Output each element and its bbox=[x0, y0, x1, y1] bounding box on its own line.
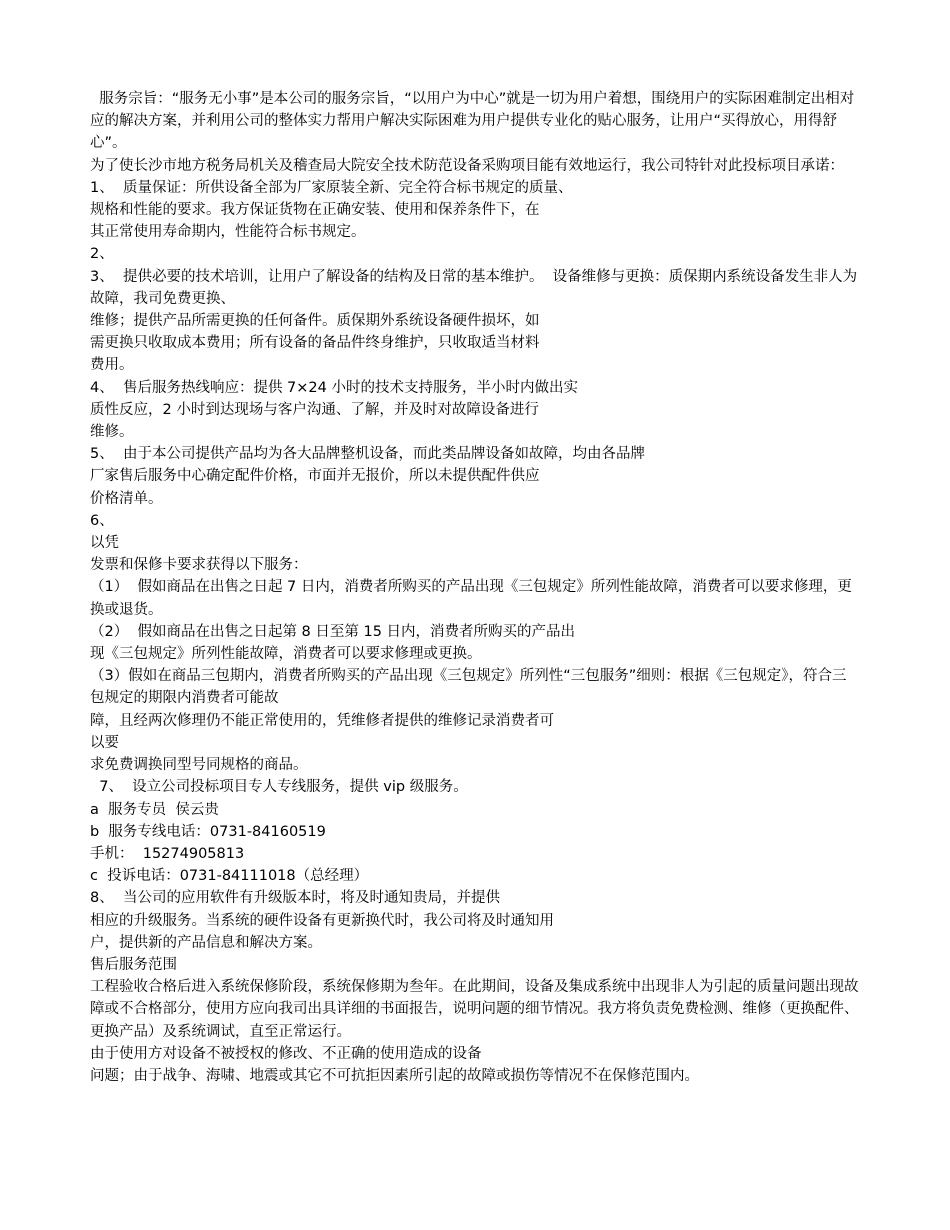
text-line: 规格和性能的要求。我方保证货物在正确安装、使用和保养条件下，在 bbox=[90, 202, 540, 219]
text-line: 需更换只收取成本费用；所有设备的备品件终身维护，只收取适当材料 bbox=[90, 335, 540, 352]
text-line: 费用。 bbox=[90, 357, 134, 374]
text-line: 障，且经两次修理仍不能正常使用的，凭维修者提供的维修记录消费者可 bbox=[90, 712, 554, 729]
paragraph-service-purpose: 服务宗旨：“服务无小事”是本公司的服务宗旨，“以用户为中心”就是一切为用户着想，围绕用户的实际困难制定出相对应的解决方案，并利用公司的整体实力帮用户解决实际困难为用户提供专业化的贴心服务，让用户“买得放心，用得舒心”。 bbox=[90, 91, 855, 152]
text-line: 以凭 bbox=[90, 535, 119, 552]
text-line: 以要 bbox=[90, 734, 119, 751]
text-line: 质性反应，2 小时到达现场与客户沟通、了解，并及时对故障设备进行 bbox=[90, 401, 539, 418]
item-2-marker: 2、 bbox=[90, 246, 114, 263]
item-6-marker: 6、 bbox=[90, 512, 114, 529]
text-line: 发票和保修卡要求获得以下服务： bbox=[90, 557, 308, 574]
item-1-quality-guarantee: 1、 质量保证：所供设备全部为厂家原装全新、完全符合标书规定的质量、 bbox=[90, 179, 573, 196]
text-line: 维修。 bbox=[90, 424, 134, 441]
subitem-2-exchange-policy: （2） 假如商品在出售之日起第 8 日至第 15 日内，消费者所购买的产品出 bbox=[90, 623, 576, 640]
contact-service-specialist: a 服务专员 侯云贵 bbox=[90, 801, 219, 818]
item-5-parts-pricing: 5、 由于本公司提供产品均为各大品牌整机设备，而此类品牌设备如故障，均由各品牌 bbox=[90, 446, 645, 463]
paragraph-project-commitment: 为了使长沙市地方税务局机关及稽查局大院安全技术防范设备采购项目能有效地运行，我公司特针对此投标项目承诺： bbox=[90, 157, 844, 174]
text-line: 其正常使用寿命期内，性能符合标书规定。 bbox=[90, 224, 366, 241]
item-7-dedicated-service: 7、 设立公司投标项目专人专线服务，提供 vip 级服务。 bbox=[90, 779, 468, 796]
text-line: 维修；提供产品所需更换的任何备件。质保期外系统设备硬件损坏，如 bbox=[90, 313, 540, 330]
text-line: 户，提供新的产品信息和解决方案。 bbox=[90, 934, 322, 951]
subitem-1-return-policy: （1） 假如商品在出售之日起 7 日内，消费者所购买的产品出现《三包规定》所列性能故障，消费者可以要求修理，更换或退货。 bbox=[90, 579, 852, 618]
item-4-hotline-response: 4、 售后服务热线响应：提供 7×24 小时的技术支持服务，半小时内做出实 bbox=[90, 379, 578, 396]
document-body bbox=[90, 88, 860, 1087]
text-line: 由于使用方对设备不被授权的修改、不正确的使用造成的设备 bbox=[90, 1045, 482, 1062]
text-line: 现《三包规定》所列性能故障，消费者可以要求修理或更换。 bbox=[90, 646, 482, 663]
paragraph-warranty-exclusions: 问题；由于战争、海啸、地震或其它不可抗拒因素所引起的故障或损伤等情况不在保修范围内。 bbox=[90, 1067, 699, 1084]
contact-complaint-phone: c 投诉电话：0731-84111018（总经理） bbox=[90, 868, 369, 885]
text-line: 厂家售后服务中心确定配件价格，市面并无报价，所以未提供配件供应 bbox=[90, 468, 540, 485]
contact-service-phone: b 服务专线电话：0731-84160519 bbox=[90, 823, 326, 840]
paragraph-warranty-period: 工程验收合格后进入系统保修阶段，系统保修期为叁年。在此期间，设备及集成系统中出现非人为引起的质量问题出现故障或不合格部分，使用方应向我司出具详细的书面报告，说明问题的细节情况。我方将负责免费检测、维修（更换配件、更换产品）及系统调试，直至正常运行。 bbox=[90, 979, 859, 1040]
text-line: 相应的升级服务。当系统的硬件设备有更新换代时，我公司将及时通知用 bbox=[90, 912, 554, 929]
subitem-3-warranty-policy: （3）假如在商品三包期内，消费者所购买的产品出现《三包规定》所列性“三包服务”细则：根据《三包规定》，符合三包规定的期限内消费者可能故 bbox=[90, 668, 847, 707]
contact-mobile: 手机： 15274905813 bbox=[90, 845, 245, 862]
text-line: 求免费调换同型号同规格的商品。 bbox=[90, 757, 308, 774]
text-line: 价格清单。 bbox=[90, 490, 163, 507]
item-8-software-upgrade: 8、 当公司的应用软件有升级版本时，将及时通知贵局，并提供 bbox=[90, 890, 500, 907]
section-heading-service-scope: 售后服务范围 bbox=[90, 956, 177, 973]
item-3-training-maintenance: 3、 提供必要的技术培训，让用户了解设备的结构及日常的基本维护。 设备维修与更换：质保期内系统设备发生非人为故障，我司免费更换、 bbox=[90, 268, 858, 307]
